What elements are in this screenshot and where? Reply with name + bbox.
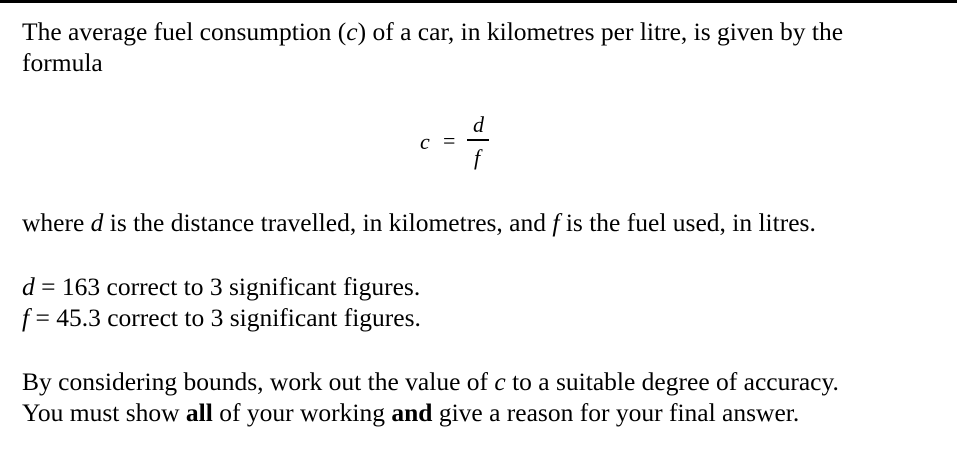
intro-text-cont: ) of a car, in kilometres per litre, is given by the: [357, 17, 844, 46]
task-line-1: [22, 367, 839, 397]
intro-line-2: formula: [22, 48, 103, 77]
where-line: [22, 208, 816, 238]
given-d: [22, 272, 420, 302]
task-text-cont: of your working: [212, 398, 392, 427]
intro-text: The average fuel consumption (: [22, 17, 347, 46]
top-border: [0, 0, 957, 3]
var-c: c: [494, 367, 506, 396]
task-text-cont: to a suitable degree of accuracy.: [505, 367, 839, 396]
formula-equals: =: [443, 128, 456, 153]
var-f: f: [22, 303, 30, 332]
var-c: c: [346, 17, 358, 46]
given-d-text: = 163 correct to 3 significant figures.: [34, 272, 421, 301]
task-text: By considering bounds, work out the value of: [22, 367, 495, 396]
formula-denominator: f: [474, 145, 481, 170]
where-text-cont: is the distance travelled, in kilometres, and: [103, 208, 553, 237]
where-text-end: is the fuel used, in litres.: [559, 208, 816, 237]
task-line-2: [22, 398, 799, 428]
var-d: d: [22, 272, 35, 301]
formula-numerator: d: [473, 112, 484, 137]
fraction-bar: [467, 139, 489, 141]
emphasis-all: all: [185, 398, 213, 427]
var-f: f: [552, 208, 560, 237]
intro-line-1: [22, 17, 843, 47]
formula: [420, 112, 510, 182]
given-f: [22, 303, 421, 333]
formula-lhs: c: [420, 129, 430, 154]
where-text: where: [22, 208, 91, 237]
task-text: You must show: [22, 398, 186, 427]
var-d: d: [90, 208, 104, 237]
emphasis-and: and: [391, 398, 433, 427]
given-f-text: = 45.3 correct to 3 significant figures.: [29, 303, 421, 332]
task-text-end: give a reason for your final answer.: [432, 398, 800, 427]
